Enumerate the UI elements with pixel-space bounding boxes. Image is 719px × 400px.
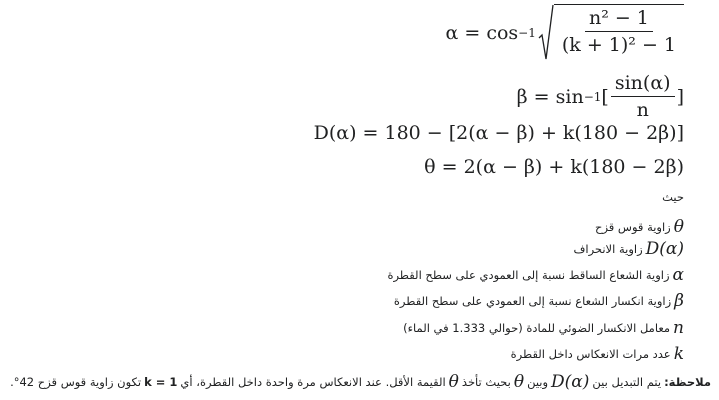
note-text: تكون زاوية قوس قزح 42°. — [10, 375, 142, 389]
note-label: ملاحظة: — [664, 375, 711, 389]
note-text: القيمة الأقل. عند الانعكاس مرة واحدة داخل القطرة، أي — [180, 375, 446, 389]
definition-symbol: θ — [673, 217, 684, 237]
definition-row — [595, 217, 684, 237]
alpha-lhs: α = cos — [445, 22, 519, 44]
sqrt-radical — [538, 4, 684, 62]
note-k-value: k = 1 — [144, 375, 178, 389]
note-symbol: θ — [448, 372, 459, 392]
note-symbol: D(α) — [551, 372, 590, 392]
definition-symbol: β — [674, 291, 684, 311]
definition-symbol: α — [672, 265, 684, 285]
definition-row — [573, 239, 684, 259]
equation-theta — [424, 156, 684, 178]
note-text: بحيث تأخذ — [461, 375, 511, 389]
beta-open-bracket: [ — [601, 85, 609, 108]
equation-deviation — [314, 122, 684, 144]
definition-row — [511, 344, 684, 364]
theta-formula: θ = 2(α − β) + k(180 − 2β) — [424, 156, 684, 178]
where-label: حيث — [662, 190, 684, 204]
alpha-denominator: (k + 1)² − 1 — [561, 34, 676, 56]
definition-text: زاوية الشعاع الساقط نسبة إلى العمودي على سطح القطرة — [387, 268, 670, 282]
definition-text: زاوية قوس قزح — [595, 220, 671, 234]
note-symbol: θ — [513, 372, 525, 392]
definition-text: زاوية الانحراف — [573, 242, 643, 256]
beta-numerator: sin(α) — [611, 72, 675, 97]
definition-symbol: n — [673, 318, 684, 338]
equation-beta: β = sin −1 [ $\frac{\sin(\alpha)}{n}$ ] — [516, 72, 684, 121]
beta-fraction — [611, 72, 675, 121]
definition-text: زاوية انكسار الشعاع نسبة إلى العمودي على سطح القطرة — [393, 294, 672, 308]
definition-symbol: D(α) — [645, 239, 684, 259]
note-text: وبين — [527, 375, 549, 389]
note-paragraph — [10, 372, 711, 392]
beta-denominator: n — [636, 99, 649, 121]
note-text: يتم التبديل بين — [592, 375, 662, 389]
definition-row — [394, 291, 684, 311]
equation-alpha: α = cos −1 $\frac{\text{n² − 1}}{\text{(k + 1)² − 1}}$ — [445, 4, 684, 62]
definition-text: عدد مرات الانعكاس داخل القطرة — [510, 347, 671, 361]
alpha-fraction — [558, 7, 680, 56]
definition-row — [387, 265, 684, 285]
definition-row — [403, 318, 684, 338]
beta-close-bracket: ] — [676, 85, 684, 108]
deviation-formula: D(α) = 180 − [2(α − β) + k(180 − 2β)] — [313, 122, 684, 144]
radical-sign-icon — [538, 4, 554, 62]
definition-text: معامل الانكسار الضوئي للمادة (حوالي 1.333 في الماء) — [403, 321, 671, 335]
alpha-numerator: n² − 1 — [585, 7, 653, 32]
beta-lhs: β = sin — [516, 85, 584, 108]
definition-symbol: k — [673, 344, 684, 364]
